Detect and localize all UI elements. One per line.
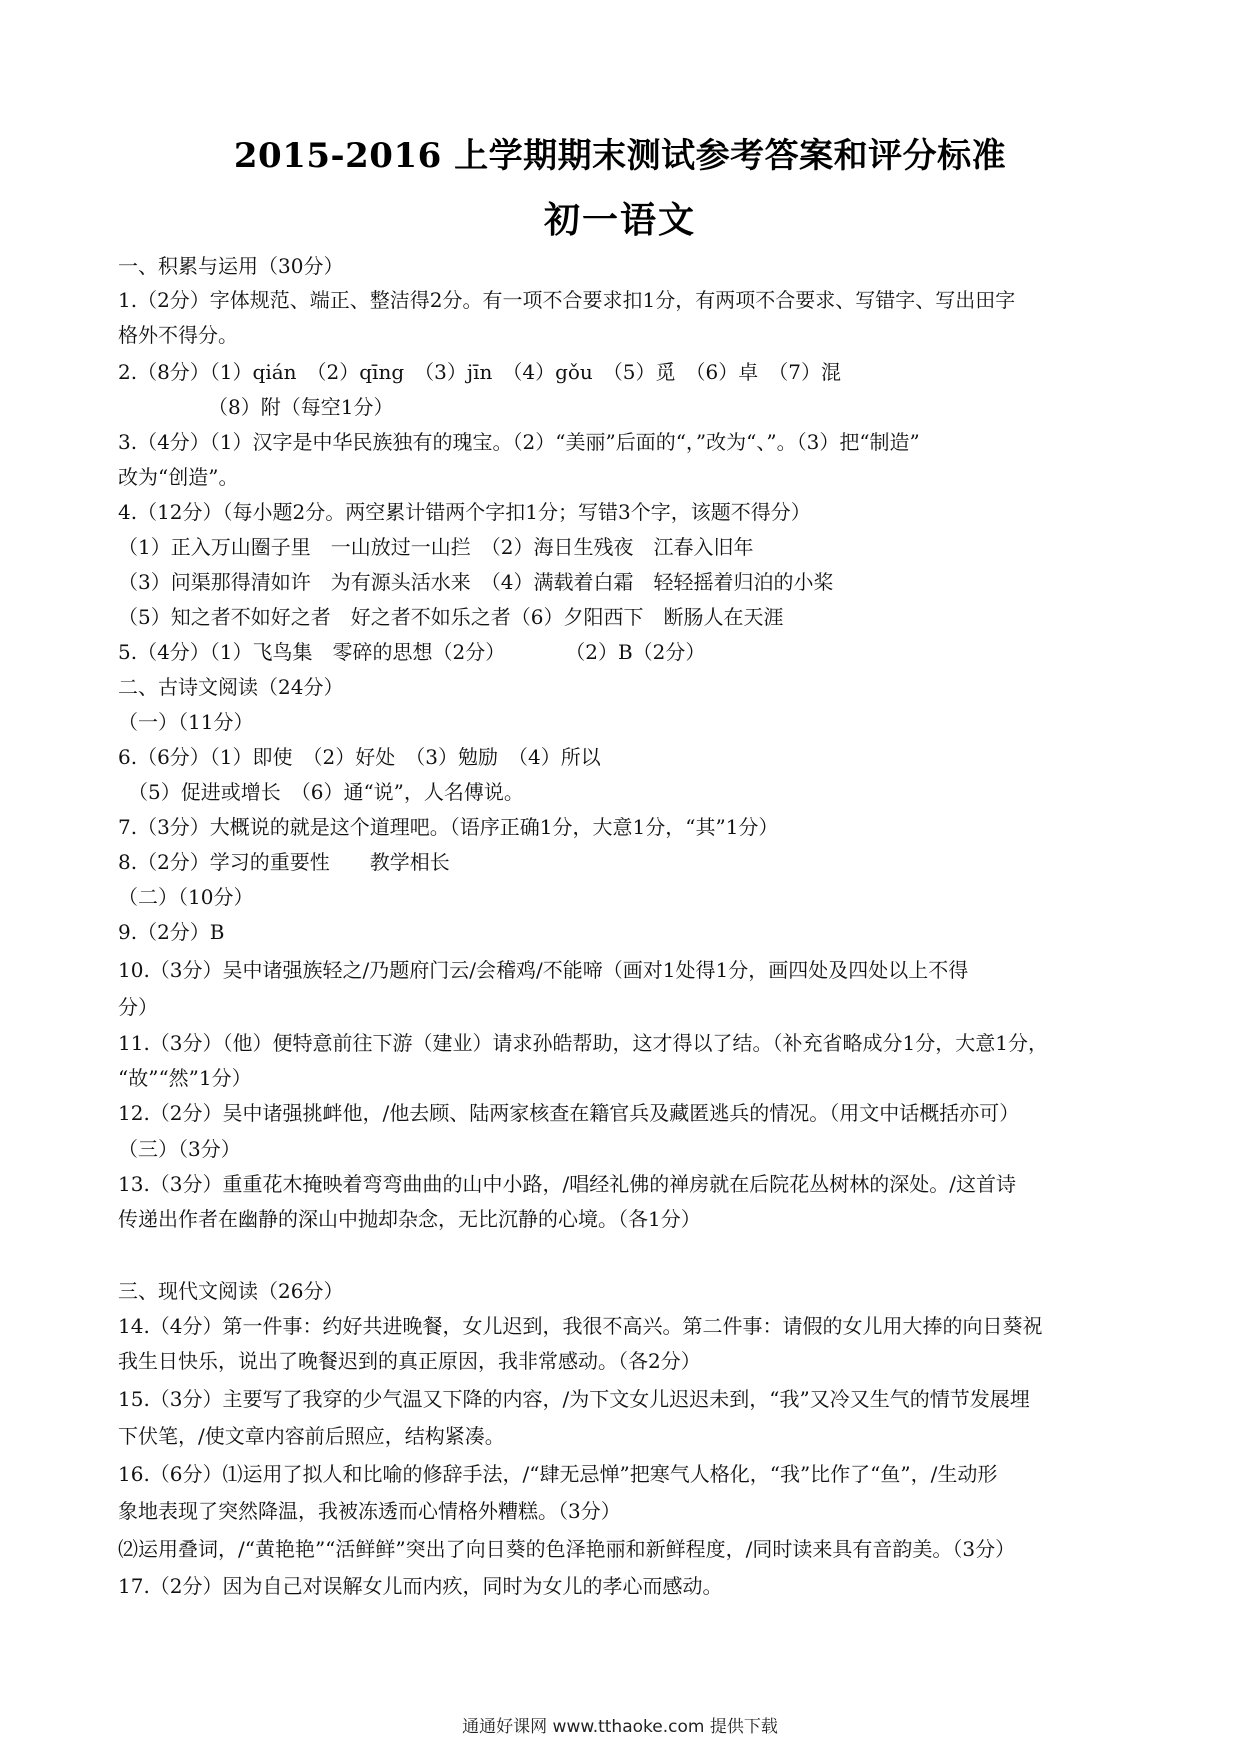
answer-line: 11.（3分）（他）便特意前往下游（建业）请求孙皓帮助，这才得以了结。（补充省略成分1分，大意1分，: [118, 1031, 1048, 1055]
page-subtitle: 初一语文: [543, 199, 696, 241]
answer-line: 9.（2分）B: [118, 920, 225, 944]
answer-line: 4.（12分）（每小题2分。两空累计错两个字扣1分；写错3个字，该题不得分）: [118, 500, 811, 524]
answer-line: 1.（2分）字体规范、端正、整洁得2分。有一项不合要求扣1分，有两项不合要求、写错字、写出田字: [118, 288, 1016, 312]
answer-line: 13.（3分）重重花木掩映着弯弯曲曲的山中小路，/唱经礼佛的禅房就在后院花丛树林的深处。/这首诗: [118, 1172, 1017, 1196]
answer-line: 象地表现了突然降温，我被冻透而心情格外糟糕。（3分）: [118, 1499, 621, 1523]
answer-line: 5.（4分）（1）飞鸟集 零碎的思想（2分） （2）B（2分）: [118, 640, 706, 664]
answer-line: （5）知之者不如好之者 好之者不如乐之者（6）夕阳西下 断肠人在天涯: [118, 605, 784, 629]
answer-line: 一、积累与运用（30分）: [118, 254, 344, 278]
answer-line: 我生日快乐，说出了晚餐迟到的真正原因，我非常感动。（各2分）: [118, 1349, 701, 1373]
answer-line: （三）（3分）: [118, 1137, 241, 1161]
answer-line: 16.（6分）⑴运用了拟人和比喻的修辞手法，/“肆无忌惮”把寒气人格化，“我”比作了“鱼”，/生动形: [118, 1462, 998, 1486]
answer-line: 改为“创造”。: [118, 465, 239, 489]
answer-line: 格外不得分。: [118, 323, 238, 347]
answer-line: 12.（2分）吴中诸强挑衅他，/他去顾、陆两家核查在籍官兵及藏匿逃兵的情况。（用文中话概括亦可）: [118, 1101, 1020, 1125]
answer-line: ⑵运用叠词，/“黄艳艳”“活鲜鲜”突出了向日葵的色泽艳丽和新鲜程度，/同时读来具有音韵美。（3分）: [118, 1537, 1016, 1561]
answer-line: （5）促进或增长 （6）通“说”，人名傅说。: [118, 780, 524, 804]
answer-line: 二、古诗文阅读（24分）: [118, 675, 344, 699]
answer-line: 7.（3分）大概说的就是这个道理吧。（语序正确1分，大意1分，“其”1分）: [118, 815, 779, 839]
answer-line: 14.（4分）第一件事：约好共进晚餐，女儿迟到，我很不高兴。第二件事：请假的女儿用大捧的向日葵祝: [118, 1314, 1043, 1338]
answer-line: 15.（3分）主要写了我穿的少气温又下降的内容，/为下文女儿迟迟未到，“我”又冷又生气的情节发展埋: [118, 1387, 1030, 1411]
answer-line: 传递出作者在幽静的深山中抛却杂念，无比沉静的心境。（各1分）: [118, 1207, 701, 1231]
answer-line: （8）附（每空1分）: [118, 395, 394, 419]
answer-line: （1）正入万山圈子里 一山放过一山拦 （2）海日生残夜 江春入旧年: [118, 535, 754, 559]
answer-line: 10.（3分）吴中诸强族轻之/乃题府门云/会稽鸡/不能啼（画对1处得1分，画四处及四处以上不得: [118, 958, 969, 982]
page-title: 2015-2016 上学期期末测试参考答案和评分标准: [233, 136, 1007, 176]
answer-line: “故”“然”1分）: [118, 1066, 252, 1090]
answer-line: 6.（6分）（1）即使 （2）好处 （3）勉励 （4）所以: [118, 745, 601, 769]
page-footer: 通通好课网 www.tthaoke.com 提供下载: [462, 1717, 778, 1737]
answer-line: （二）（10分）: [118, 885, 254, 909]
answer-line: 17.（2分）因为自己对误解女儿而内疚，同时为女儿的孝心而感动。: [118, 1574, 723, 1598]
answer-line: 三、现代文阅读（26分）: [118, 1279, 344, 1303]
answer-line: 8.（2分）学习的重要性 教学相长: [118, 850, 450, 874]
answer-line: 下伏笔，/使文章内容前后照应，结构紧凑。: [118, 1424, 505, 1448]
answer-line: （3）问渠那得清如许 为有源头活水来 （4）满载着白霜 轻轻摇着归泊的小桨: [118, 570, 834, 594]
answer-line: 3.（4分）（1）汉字是中华民族独有的瑰宝。（2）“美丽”后面的“，”改为“、”。（3）把“制造”: [118, 430, 920, 454]
answer-line: （一）（11分）: [118, 710, 254, 734]
answer-line: 2.（8分）（1）qián （2）qīng （3）jīn （4）gǒu （5）觅 （6）卓 （7）混: [118, 360, 841, 384]
answer-line: 分）: [118, 995, 158, 1019]
